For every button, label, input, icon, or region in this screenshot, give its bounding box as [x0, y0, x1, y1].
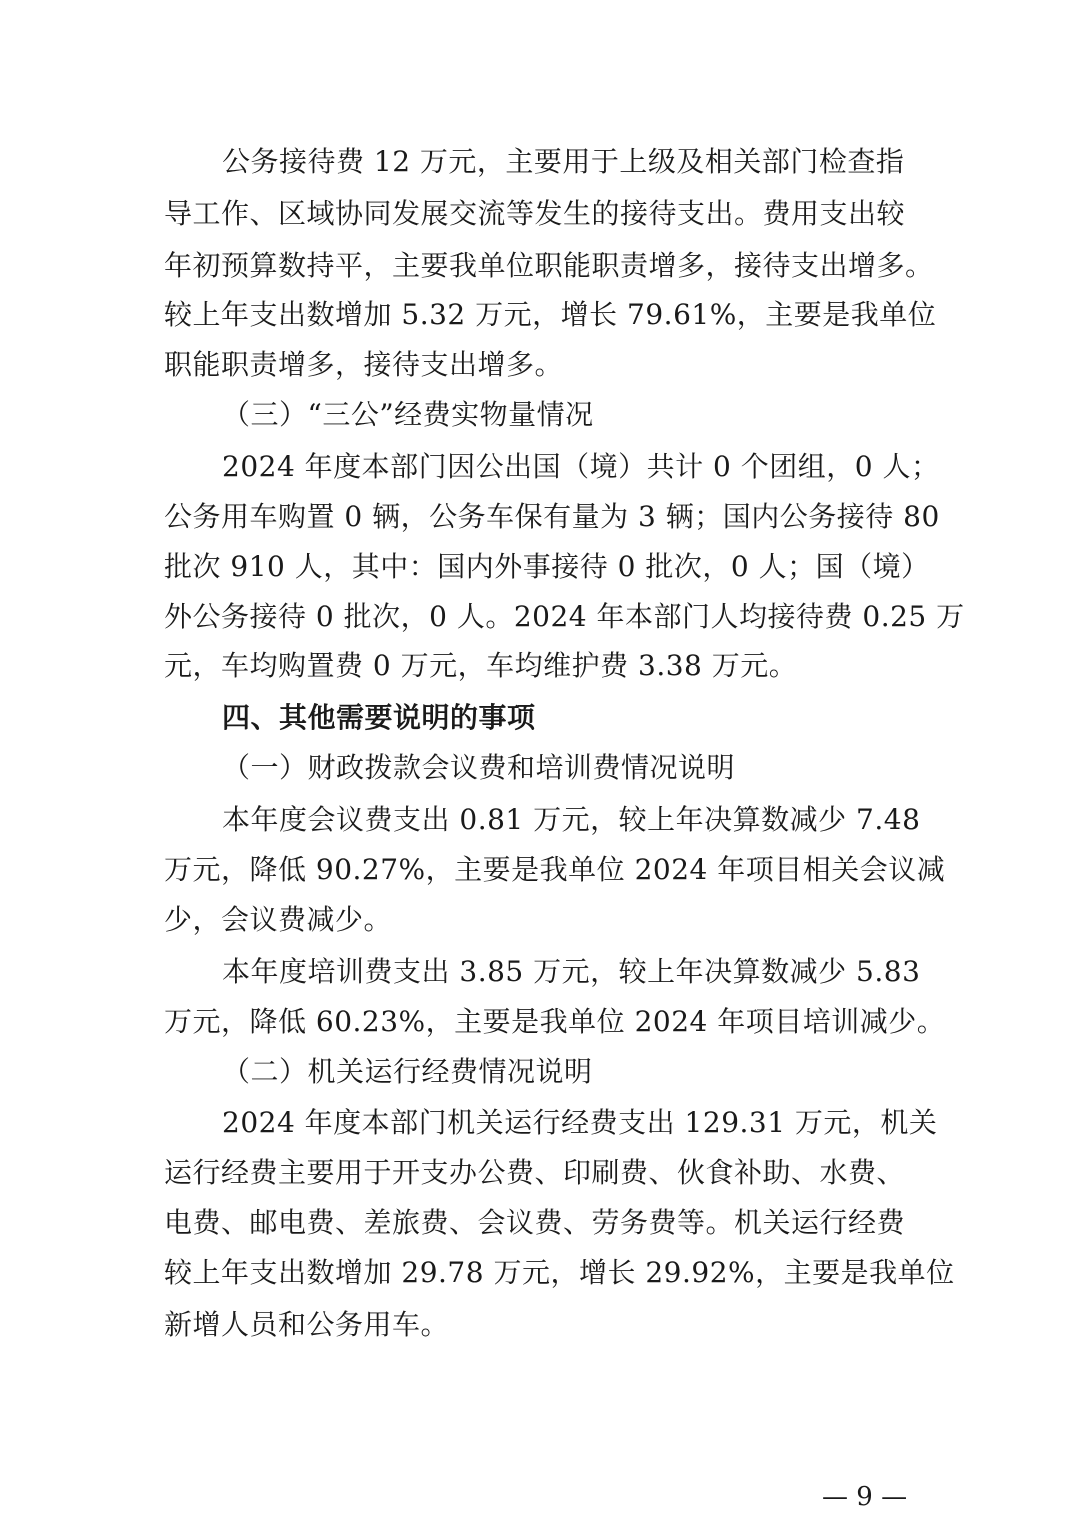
paragraph-line: 公务用车购置 0 辆，公务车保有量为 3 辆；国内公务接待 80: [164, 500, 940, 533]
paragraph-line: 公务接待费 12 万元，主要用于上级及相关部门检查指: [222, 145, 905, 178]
paragraph-line: 外公务接待 0 批次，0 人。2024 年本部门人均接待费 0.25 万: [164, 600, 965, 633]
paragraph-line: 本年度培训费支出 3.85 万元，较上年决算数减少 5.83: [222, 955, 921, 988]
paragraph-line: 万元，降低 60.23%，主要是我单位 2024 年项目培训减少。: [164, 1005, 946, 1038]
paragraph-line: 年初预算数持平，主要我单位职能职责增多，接待支出增多。: [164, 249, 934, 282]
paragraph-line: 较上年支出数增加 29.78 万元，增长 29.92%，主要是我单位: [164, 1256, 955, 1289]
section-heading: （二）机关运行经费情况说明: [222, 1055, 593, 1088]
paragraph-line: 2024 年度本部门机关运行经费支出 129.31 万元，机关: [222, 1106, 938, 1139]
paragraph-line: 导工作、区域协同发展交流等发生的接待支出。费用支出较: [164, 197, 906, 230]
paragraph-line: 本年度会议费支出 0.81 万元，较上年决算数减少 7.48: [222, 803, 921, 836]
paragraph-line: 较上年支出数增加 5.32 万元，增长 79.61%，主要是我单位: [164, 298, 937, 331]
paragraph-line: 运行经费主要用于开支办公费、印刷费、伙食补助、水费、: [164, 1156, 906, 1189]
paragraph-line: 新增人员和公务用车。: [164, 1308, 450, 1341]
paragraph-line: 批次 910 人，其中：国内外事接待 0 批次，0 人；国（境）: [164, 550, 930, 583]
section-heading: （一）财政拨款会议费和培训费情况说明: [222, 751, 736, 784]
paragraph-line: 万元，降低 90.27%，主要是我单位 2024 年项目相关会议减: [164, 853, 946, 886]
paragraph-line: 电费、邮电费、差旅费、会议费、劳务费等。机关运行经费: [164, 1206, 906, 1239]
chapter-heading: 四、其他需要说明的事项: [222, 701, 536, 734]
page-number: — 9 —: [822, 1482, 908, 1512]
section-heading: （三）“三公”经费实物量情况: [222, 398, 594, 431]
paragraph-line: 元，车均购置费 0 万元，车均维护费 3.38 万元。: [164, 649, 798, 682]
paragraph-line: 2024 年度本部门因公出国（境）共计 0 个团组，0 人；: [222, 450, 940, 483]
paragraph-line: 职能职责增多，接待支出增多。: [164, 348, 564, 381]
paragraph-line: 少，会议费减少。: [164, 903, 393, 936]
